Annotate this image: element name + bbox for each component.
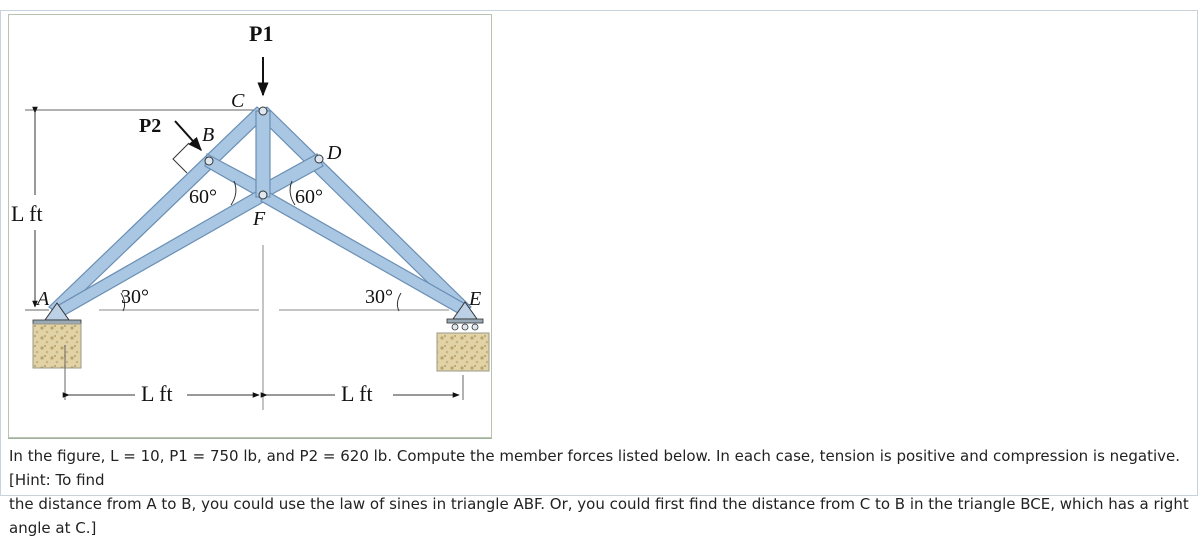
label-left-span: L ft (141, 381, 173, 406)
label-f: F (253, 208, 266, 230)
label-p2: P2 (139, 115, 162, 137)
support-a (33, 303, 81, 368)
member-cf (256, 111, 270, 197)
label-b: B (202, 124, 215, 146)
label-angle-30-right: 30° (365, 286, 393, 308)
label-d: D (327, 142, 342, 164)
label-angle-30-left: 30° (121, 286, 149, 308)
label-a: A (37, 288, 50, 310)
label-angle-60-left: 60° (189, 186, 217, 208)
label-e: E (469, 288, 482, 310)
load-p2-arrow (175, 121, 201, 150)
arc-60-left (231, 181, 236, 205)
truss-figure (8, 14, 492, 438)
span-dimension (65, 345, 463, 400)
pin-f (259, 191, 267, 199)
question-line-1: In the figure, L = 10, P1 = 750 lb, and P2 = 620 lb. Compute the member forces listed below. In each case, tension is positive and compression is negative. [Hint: To find (9, 447, 1181, 489)
question-line-2: the distance from A to B, you could use the law of sines in triangle ABF. Or, you could first find the distance from C to B in the triangle BCE, which has a right angle at C.] (9, 495, 1189, 537)
label-angle-60-right: 60° (295, 186, 323, 208)
label-p1: P1 (249, 21, 274, 46)
pin-b (205, 157, 213, 165)
right-angle-mark (173, 143, 189, 173)
label-height-dimension: L ft (11, 201, 43, 226)
label-c: C (231, 90, 245, 112)
support-e (437, 302, 489, 371)
figure-divider (8, 438, 492, 439)
pin-c (259, 107, 267, 115)
truss-diagram (9, 15, 493, 439)
arc-30-right (397, 293, 401, 311)
question-text (9, 444, 1195, 540)
label-right-span: L ft (341, 381, 373, 406)
pin-d (315, 155, 323, 163)
